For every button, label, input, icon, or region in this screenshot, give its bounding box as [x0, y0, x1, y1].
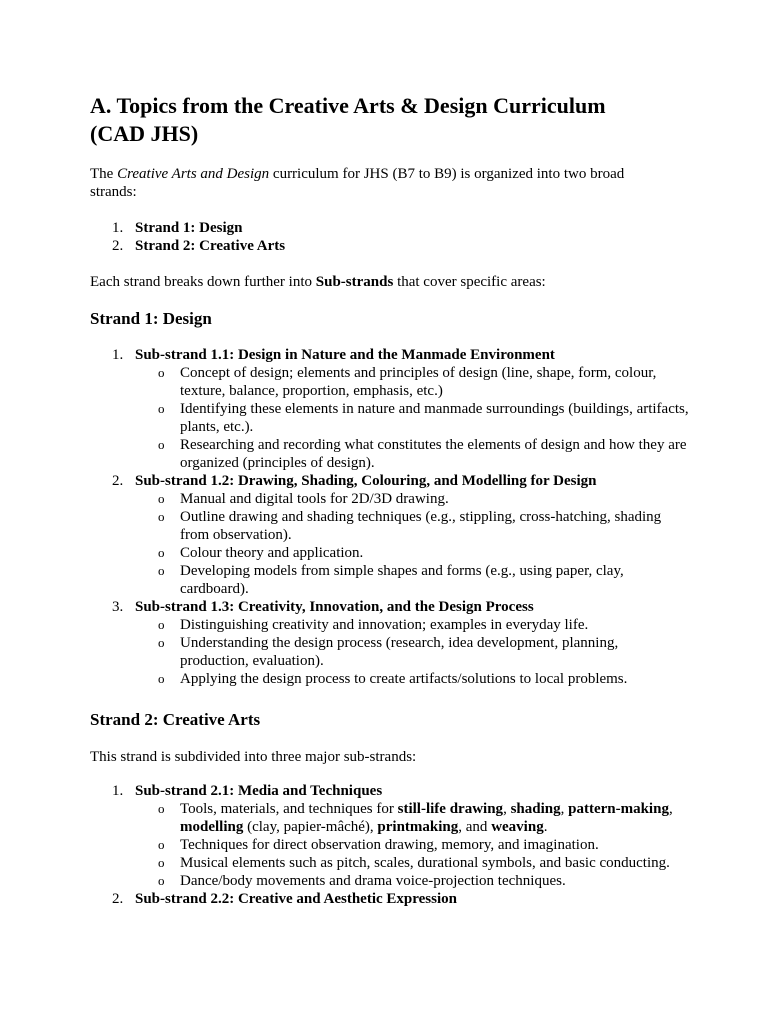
- substrand-1-2: 2. Sub-strand 1.2: Drawing, Shading, Colouring, and Modelling for Design o Manual and digital tools for 2D/3D drawing. o Outline drawing and shading techniques (e.g., stippling, cross-hatching, shading from observation). o Colour theory and application. o Developing models from simple shapes and forms (e.g., using paper, clay, cardboard).: [90, 472, 690, 598]
- bullet-icon: o: [158, 401, 165, 416]
- bullet-icon: o: [158, 563, 165, 578]
- substrand-title: Sub-strand 2.2: Creative and Aesthetic Expression: [135, 891, 457, 907]
- list-item: o Techniques for direct observation drawing, memory, and imagination.: [158, 837, 599, 853]
- list-item: o Identifying these elements in nature and manmade surroundings (buildings, artifacts, plants, etc.).: [158, 401, 689, 435]
- breakdown-paragraph: Each strand breaks down further into Sub-strands that cover specific areas:: [90, 274, 546, 290]
- page-title: A. Topics from the Creative Arts & Design Curriculum (CAD JHS): [90, 93, 606, 146]
- list-item: 2. Strand 2: Creative Arts: [112, 238, 286, 254]
- strand-1-substrands: [90, 346, 690, 688]
- substrand-title: Sub-strand 2.1: Media and Techniques: [135, 783, 383, 799]
- bullet-icon: o: [158, 617, 165, 632]
- bullet-icon: o: [158, 671, 165, 686]
- substrand-items: [135, 616, 690, 688]
- intro-text: The: [90, 166, 118, 182]
- bullet-icon: o: [158, 801, 165, 816]
- substrand-2-2: 2. Sub-strand 2.2: Creative and Aesthetic Expression: [112, 891, 457, 907]
- bullet-icon: o: [158, 837, 165, 852]
- substrand-1-3: 3. Sub-strand 1.3: Creativity, Innovation, and the Design Process o Distinguishing creativity and innovation; examples in everyday life. o Understanding the design process (research, idea development, planning, production, evaluation). o Applying the design process to create artifacts/solutions to local problems.: [90, 598, 690, 688]
- list-item: o Outline drawing and shading techniques (e.g., stippling, cross-hatching, shading from observation).: [158, 509, 662, 543]
- bullet-icon: o: [158, 873, 165, 888]
- list-item: o Distinguishing creativity and innovation; examples in everyday life.: [158, 617, 589, 633]
- list-item: o Musical elements such as pitch, scales, durational symbols, and basic conducting.: [158, 855, 670, 871]
- list-item: o Developing models from simple shapes and forms (e.g., using paper, clay, cardboard).: [158, 563, 624, 597]
- list-item: o Applying the design process to create artifacts/solutions to local problems.: [158, 671, 628, 687]
- substrand-2-1: 1. Sub-strand 2.1: Media and Techniques o Tools, materials, and techniques for still-life drawing, shading, pattern-making, modelling (clay, papier-mâché), printmaking, and weaving. o Techniques for direct observation drawing, memory, and imagination. o Musical elements such as pitch, scales, durational symbols, and basic conducting. o Dance/body movements and drama voice-projection techniques.: [90, 782, 690, 890]
- list-item: o Tools, materials, and techniques for still-life drawing, shading, pattern-making, modelling (clay, papier-mâché), printmaking, and weaving.: [158, 801, 673, 835]
- substrand-items: [135, 490, 690, 598]
- bullet-icon: o: [158, 365, 165, 380]
- substrand-title: Sub-strand 1.1: Design in Nature and the Manmade Environment: [135, 347, 555, 363]
- substrand-items: [135, 800, 690, 890]
- strand-2-heading: Strand 2: Creative Arts: [90, 710, 261, 729]
- strand-1-heading: Strand 1: Design: [90, 309, 212, 328]
- strand-1-label: Strand 1: Design: [135, 220, 243, 236]
- list-item: o Colour theory and application.: [158, 545, 364, 561]
- list-item: o Dance/body movements and drama voice-projection techniques.: [158, 873, 566, 889]
- strands-list: [90, 219, 650, 255]
- bullet-icon: o: [158, 855, 165, 870]
- bullet-icon: o: [158, 509, 165, 524]
- intro-text-end: curriculum for JHS (B7 to B9) is organized into two broad strands:: [90, 166, 625, 200]
- bullet-icon: o: [158, 545, 165, 560]
- bullet-icon: o: [158, 437, 165, 452]
- intro-emphasis: Creative Arts and Design: [117, 166, 270, 182]
- list-item: o Manual and digital tools for 2D/3D drawing.: [158, 491, 449, 507]
- breakdown-emphasis: Sub-strands: [315, 274, 394, 290]
- bullet-icon: o: [158, 491, 165, 506]
- strand-2-label: Strand 2: Creative Arts: [135, 238, 286, 254]
- list-item: 1. Strand 1: Design: [112, 220, 243, 236]
- list-item: o Concept of design; elements and principles of design (line, shape, form, colour, texture, balance, proportion, emphasis, etc.): [158, 365, 657, 399]
- list-item: o Researching and recording what constitutes the elements of design and how they are organized (principles of design).: [158, 437, 687, 471]
- strand-2-intro: This strand is subdivided into three major sub-strands:: [90, 749, 417, 765]
- substrand-title: Sub-strand 1.2: Drawing, Shading, Colouring, and Modelling for Design: [135, 473, 597, 489]
- strand-2-substrands: [90, 782, 690, 908]
- substrand-1-1: 1. Sub-strand 1.1: Design in Nature and the Manmade Environment o Concept of design; elements and principles of design (line, shape, form, colour, texture, balance, proportion, emphasis, etc.) o Identifying these elements in nature and manmade surroundings (buildings, artifacts, plants, etc.). o Researching and recording what constitutes the elements of design and how they are organized (principles of design).: [90, 346, 690, 472]
- substrand-title: Sub-strand 1.3: Creativity, Innovation, and the Design Process: [135, 599, 534, 615]
- bullet-icon: o: [158, 635, 165, 650]
- substrand-items: [135, 364, 690, 472]
- list-item: o Understanding the design process (research, idea development, planning, production, evaluation).: [158, 635, 619, 669]
- intro-paragraph: [90, 165, 650, 201]
